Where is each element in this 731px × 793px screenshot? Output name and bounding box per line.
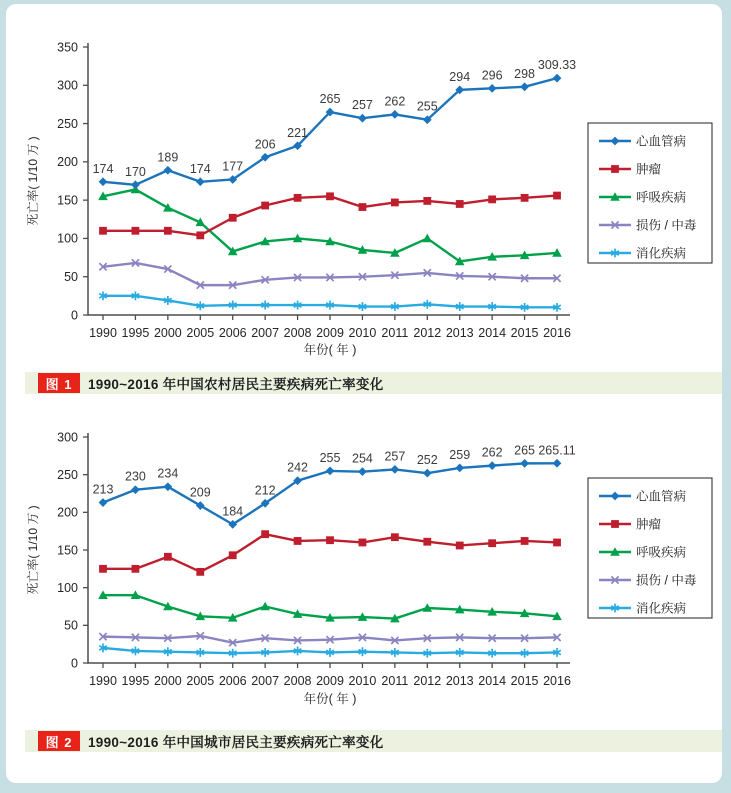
svg-text:2010: 2010 xyxy=(348,674,377,688)
svg-text:174: 174 xyxy=(189,161,211,176)
svg-text:265: 265 xyxy=(319,92,341,107)
svg-text:200: 200 xyxy=(57,505,78,520)
svg-text:262: 262 xyxy=(384,94,406,109)
svg-text:252: 252 xyxy=(416,453,438,468)
series-1 xyxy=(99,192,561,240)
series-3 xyxy=(99,259,560,288)
x-axis-ticks xyxy=(89,315,571,340)
svg-text:257: 257 xyxy=(352,98,373,113)
svg-text:2008: 2008 xyxy=(283,674,312,688)
svg-text:消化疾病: 消化疾病 xyxy=(636,601,687,616)
svg-text:2014: 2014 xyxy=(478,674,507,688)
x-axis-title: 年份( 年 ) xyxy=(303,343,357,357)
svg-text:257: 257 xyxy=(384,449,406,464)
svg-text:230: 230 xyxy=(125,469,146,484)
svg-text:2012: 2012 xyxy=(413,326,442,340)
series-0-value-labels xyxy=(93,58,577,179)
svg-text:309.33: 309.33 xyxy=(537,58,577,73)
legend xyxy=(588,478,712,618)
svg-text:189: 189 xyxy=(157,150,179,165)
legend xyxy=(588,123,712,263)
series-3 xyxy=(99,632,560,646)
svg-text:心血管病: 心血管病 xyxy=(636,134,687,149)
svg-text:206: 206 xyxy=(254,137,276,152)
svg-text:170: 170 xyxy=(125,164,146,179)
svg-text:2000: 2000 xyxy=(153,674,182,688)
svg-text:255: 255 xyxy=(319,450,341,465)
svg-text:262: 262 xyxy=(481,445,503,460)
svg-text:184: 184 xyxy=(222,504,244,519)
svg-text:254: 254 xyxy=(352,451,373,466)
figure1-caption-text: 1990~2016 年中国农村居民主要疾病死亡率变化 xyxy=(88,377,384,392)
y-axis-title: 死亡率( 1/10 万 ) xyxy=(26,505,40,595)
svg-text:213: 213 xyxy=(92,482,114,497)
svg-text:2005: 2005 xyxy=(186,674,215,688)
svg-text:234: 234 xyxy=(157,466,179,481)
svg-text:1995: 1995 xyxy=(121,674,150,688)
svg-text:250: 250 xyxy=(57,467,78,482)
svg-text:294: 294 xyxy=(449,69,471,84)
svg-text:2013: 2013 xyxy=(445,326,474,340)
svg-text:296: 296 xyxy=(481,68,503,83)
svg-text:呼吸疾病: 呼吸疾病 xyxy=(636,545,687,560)
svg-text:1995: 1995 xyxy=(121,326,150,340)
figure2-caption xyxy=(25,730,722,752)
svg-text:2007: 2007 xyxy=(251,674,280,688)
figure1-chart xyxy=(0,0,731,372)
x-axis-title: 年份( 年 ) xyxy=(303,692,357,706)
svg-text:50: 50 xyxy=(64,618,78,633)
svg-text:2016: 2016 xyxy=(543,326,571,340)
svg-text:2011: 2011 xyxy=(381,326,409,340)
svg-text:100: 100 xyxy=(57,580,78,595)
svg-text:300: 300 xyxy=(57,78,78,93)
svg-text:298: 298 xyxy=(514,66,536,81)
svg-text:2013: 2013 xyxy=(445,674,474,688)
figure2-badge: 图 2 xyxy=(38,731,80,751)
svg-text:242: 242 xyxy=(287,460,309,475)
svg-text:2005: 2005 xyxy=(186,326,215,340)
svg-text:心血管病: 心血管病 xyxy=(636,489,687,504)
svg-text:265: 265 xyxy=(514,443,536,458)
figure1-badge: 图 1 xyxy=(38,373,80,393)
figure1-caption xyxy=(25,372,722,394)
svg-text:2008: 2008 xyxy=(283,326,312,340)
svg-text:损伤 / 中毒: 损伤 / 中毒 xyxy=(636,573,697,588)
svg-text:2000: 2000 xyxy=(153,326,182,340)
svg-text:250: 250 xyxy=(57,116,78,131)
svg-text:2016: 2016 xyxy=(543,674,571,688)
series-0-value-labels xyxy=(93,443,576,518)
svg-text:2007: 2007 xyxy=(251,326,280,340)
svg-text:177: 177 xyxy=(222,159,244,174)
series-4 xyxy=(99,644,561,658)
svg-text:2010: 2010 xyxy=(348,326,377,340)
svg-text:150: 150 xyxy=(57,543,78,558)
svg-text:0: 0 xyxy=(71,656,78,671)
svg-text:100: 100 xyxy=(57,231,78,246)
svg-text:2015: 2015 xyxy=(510,326,539,340)
figure2-chart xyxy=(0,420,731,730)
svg-text:2006: 2006 xyxy=(218,674,247,688)
svg-text:0: 0 xyxy=(71,308,78,323)
svg-text:1990: 1990 xyxy=(89,674,117,688)
svg-text:50: 50 xyxy=(64,270,78,285)
series-4 xyxy=(99,291,561,311)
y-axis-ticks xyxy=(57,40,88,322)
figure2-caption-text: 1990~2016 年中国城市居民主要疾病死亡率变化 xyxy=(88,735,384,750)
svg-text:2011: 2011 xyxy=(381,674,409,688)
svg-text:肿瘤: 肿瘤 xyxy=(636,162,662,177)
series-2 xyxy=(98,590,562,622)
svg-text:2012: 2012 xyxy=(413,674,442,688)
svg-text:2006: 2006 xyxy=(218,326,247,340)
svg-text:259: 259 xyxy=(449,447,471,462)
svg-text:265.11: 265.11 xyxy=(538,443,576,458)
svg-text:2009: 2009 xyxy=(316,674,344,688)
axes xyxy=(88,43,570,315)
svg-text:2014: 2014 xyxy=(478,326,507,340)
y-axis-ticks xyxy=(57,430,88,670)
x-axis-ticks xyxy=(89,663,571,688)
svg-text:350: 350 xyxy=(57,40,78,55)
svg-text:212: 212 xyxy=(254,483,276,498)
svg-text:2015: 2015 xyxy=(510,674,539,688)
svg-text:221: 221 xyxy=(287,125,309,140)
svg-text:255: 255 xyxy=(416,99,438,114)
svg-text:300: 300 xyxy=(57,430,78,445)
svg-text:消化疾病: 消化疾病 xyxy=(636,246,687,261)
svg-text:150: 150 xyxy=(57,193,78,208)
series-1 xyxy=(99,530,561,575)
y-axis-title: 死亡率( 1/10 万 ) xyxy=(26,136,40,226)
svg-text:损伤 / 中毒: 损伤 / 中毒 xyxy=(636,218,697,233)
svg-text:呼吸疾病: 呼吸疾病 xyxy=(636,190,687,205)
svg-text:1990: 1990 xyxy=(89,326,117,340)
series-0 xyxy=(99,74,562,189)
svg-text:209: 209 xyxy=(189,485,211,500)
svg-text:肿瘤: 肿瘤 xyxy=(636,517,662,532)
svg-text:200: 200 xyxy=(57,155,78,170)
svg-text:2009: 2009 xyxy=(316,326,344,340)
svg-text:174: 174 xyxy=(92,161,114,176)
